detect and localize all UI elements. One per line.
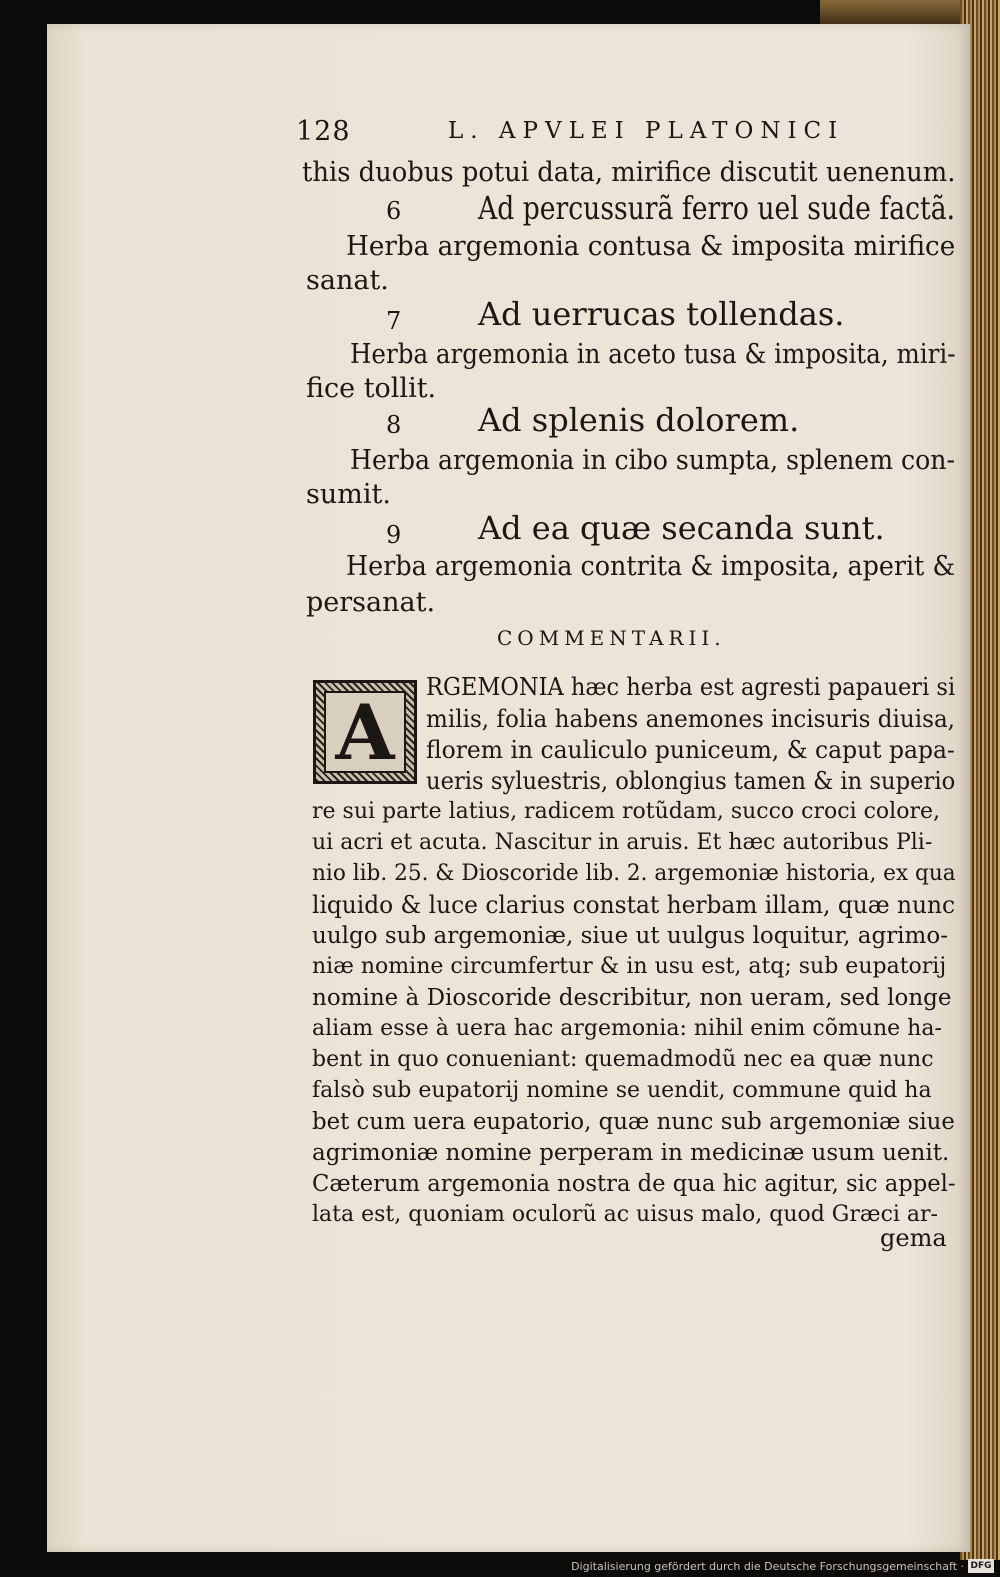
commentary-line: uulgo sub argemoniæ, siue ut uulgus loquitur, agrimo- — [312, 923, 948, 949]
rubric-number: 7 — [386, 307, 402, 335]
rubric-number: 6 — [386, 197, 402, 225]
folio-number: 128 — [296, 116, 351, 147]
commentary-line: bet cum uera eupatorio, quæ nunc sub argemoniæ siue — [312, 1109, 955, 1135]
commentary-line: re sui parte latius, radicem rotũdam, succo croci colore, — [312, 799, 940, 824]
commentary-line: florem in cauliculo puniceum, & caput papa- — [426, 736, 955, 764]
dfg-logo: DFG — [968, 1559, 994, 1573]
commentary-line: RGEMONIA hæc herba est agresti papaueri si — [426, 673, 956, 701]
commentary-line: liquido & luce clarius constat herbam illam, quæ nunc — [312, 891, 956, 919]
digitization-credit: Digitalisierung gefördert durch die Deutsche Forschungsgemeinschaft · — [571, 1560, 964, 1573]
text-line: fice tollit. — [306, 373, 437, 404]
commentary-line: milis, folia habens anemones incisuris diuisa, — [426, 705, 956, 733]
rubric-title: Ad uerrucas tollendas. — [478, 295, 845, 333]
text-line: Herba argemonia in aceto tusa & imposita, miri- — [350, 339, 956, 370]
commentary-line: nomine à Dioscoride describitur, non ueram, sed longe — [312, 985, 952, 1011]
commentary-line: nio lib. 25. & Dioscoride lib. 2. argemoniæ historia, ex qua — [312, 861, 956, 886]
running-head — [296, 116, 956, 152]
commentary-line: ui acri et acuta. Nascitur in aruis. Et hæc autoribus Pli- — [312, 830, 933, 855]
running-title: L. APVLEI PLATONICI — [448, 118, 845, 144]
text-line: Herba argemonia contusa & imposita mirifice — [346, 231, 956, 262]
text-line: sanat. — [306, 265, 389, 296]
rubric-number: 8 — [386, 411, 402, 439]
rubric-title: Ad ea quæ secanda sunt. — [478, 509, 885, 547]
initial-letter: A — [324, 691, 406, 773]
catchword: gema — [880, 1224, 947, 1252]
commentary-line: Cæterum argemonia nostra de qua hic agitur, sic appel- — [312, 1171, 956, 1197]
rubric-title: Ad percussurã ferro uel sude factã. — [478, 189, 956, 227]
commentary-line: falsò sub eupatorij nomine se uendit, commune quid ha — [312, 1078, 932, 1103]
rubric-title: Ad splenis dolorem. — [478, 401, 800, 439]
text-line: this duobus potui data, mirifice discutit uenenum. — [302, 157, 956, 188]
text-line: Herba argemonia contrita & imposita, aperit & — [346, 551, 956, 582]
commentary-line: niæ nomine circumfertur & in usu est, atq; sub eupatorij — [312, 954, 947, 979]
rubric-number: 9 — [386, 521, 402, 549]
decorated-initial — [313, 680, 417, 784]
commentary-line: lata est, quoniam oculorũ ac uisus malo, quod Græci ar- — [312, 1202, 938, 1227]
text-line: sumit. — [306, 479, 391, 510]
commentarii-heading: COMMENTARII. — [497, 626, 726, 650]
commentary-line: agrimoniæ nomine perperam in medicinæ usum uenit. — [312, 1140, 950, 1166]
commentary-line: ueris syluestris, oblongius tamen & in superio — [426, 767, 956, 795]
commentary-line: bent in quo conueniant: quemadmodũ nec ea quæ nunc — [312, 1047, 934, 1072]
text-line: persanat. — [306, 587, 436, 618]
text-line: Herba argemonia in cibo sumpta, splenem con- — [350, 445, 956, 476]
commentary-line: aliam esse à uera hac argemonia: nihil enim cõmune ha- — [312, 1016, 942, 1041]
